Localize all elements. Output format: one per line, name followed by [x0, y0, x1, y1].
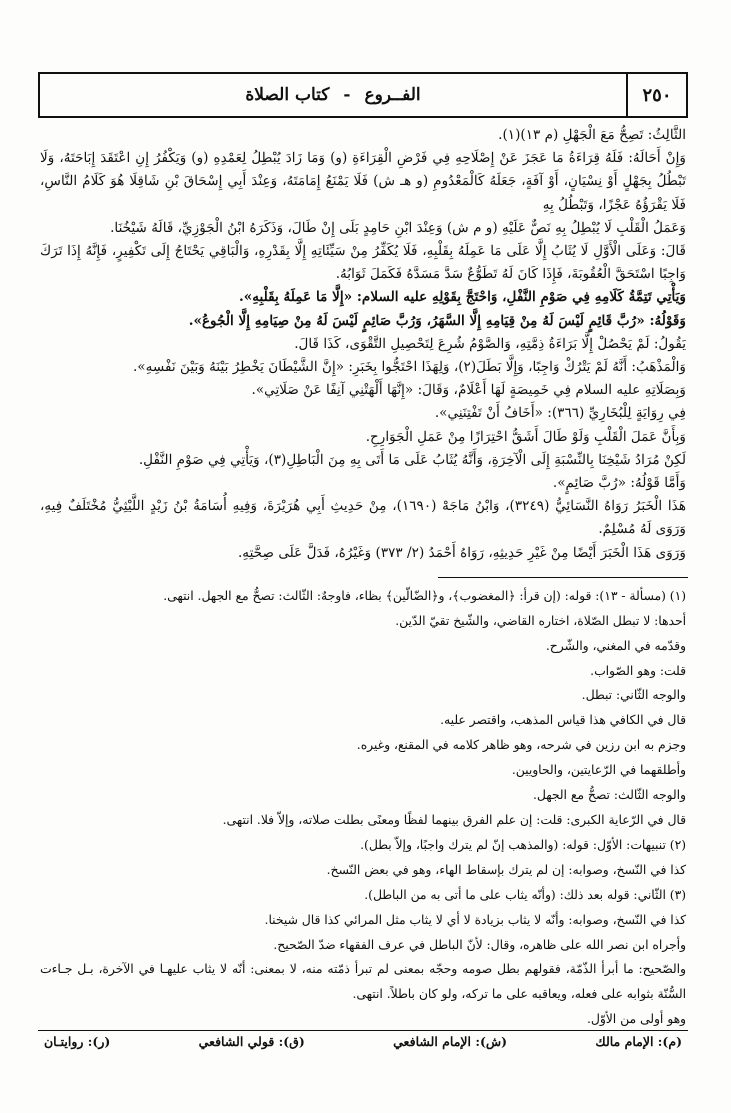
- paragraph: وَبِصَلَاتِهِ عليه السلام فِي خَمِيصَةٍ لَهَا أَعْلَامٌ، وَقَالَ: «إِنَّهَا أَلْهَتْنِي آنِفًا عَنْ صَلَاتِي».: [251, 382, 686, 399]
- footnote-line: قال في الكافي هذا قياس المذهب، واقتصر عليه.: [440, 713, 686, 728]
- footnote-divider: [438, 577, 688, 578]
- footnote-line: قال في الرّعاية الكبرى: قلت: إن علم الفرق بينهما لفظًا ومعنًى بطلت صلاته، وإلاّ فلا. انتهى.: [222, 813, 686, 828]
- page-number: ٢٥٠: [626, 74, 686, 116]
- paragraph: هَذَا الْخَبَرُ رَوَاهُ النَّسَائِيُّ (٣٢٤٩)، وَابْنُ مَاجَهْ (١٦٩٠)، مِنْ حَدِيثِ أَبِي هُرَيْرَةَ، وَفِيهِ أُسَامَةُ بْنُ زَيْدٍ اللَّيْثِيُّ مُخْتَلَفٌ فِيهِ، وَرَوَى لَهُ مُسْلِمٌ.: [40, 498, 686, 538]
- page-header: [38, 72, 688, 118]
- paragraph: وَعَمَلُ الْقَلْبِ لَا يُبْطِلُ بِهِ نَصٌّ عَلَيْهِ (و م ش) وَعِنْدَ ابْنِ حَامِدٍ بَلَى إِنْ طَالَ، وَذَكَرَهُ ابْنُ الْجَوْزِيِّ، قَالَهُ شَيْخُنَا.: [110, 219, 686, 236]
- paragraph: وَقَوْلُهُ: «رُبَّ قَائِمٍ لَيْسَ لَهُ مِنْ قِيَامِهِ إِلَّا السَّهَرُ، وَرُبَّ صَائِمٍ لَيْسَ لَهُ مِنْ صِيَامِهِ إِلَّا الْجُوعُ».: [188, 312, 686, 329]
- paragraph: وَرَوَى هَذَا الْخَبَرَ أَيْضًا مِنْ غَيْرِ حَدِيثِهِ، رَوَاهُ أَحْمَدُ (٢/ ٣٧٣) وَغَيْرُهُ، فَدَلَّ عَلَى صِحَّتِهِ.: [237, 544, 686, 561]
- footnote-line: كذا في النّسخ، وصوابه: إن لم يترك بإسقاط الهاء، وهو في بعض النّسخ.: [326, 862, 686, 877]
- footnote-line: والوجه الثّالث: تصحُّ مع الجهل.: [532, 788, 686, 803]
- footnote-line: وهو أولى من الأوّل.: [586, 1012, 686, 1027]
- abbr-shafii: (ش): الإمام الشافعي: [393, 1034, 508, 1049]
- running-title: [40, 74, 626, 116]
- section-title: الفــروع: [364, 85, 421, 105]
- paragraph: وَأَمَّا قَوْلُهُ: «رُبَّ صَائِمٍ».: [552, 475, 686, 492]
- paragraph: يَقُولُ: لَمْ يَحْصُلْ إِلَّا بَرَاءَةُ ذِمَّتِهِ، وَالصَّوْمُ شُرِعَ لِتَحْصِيلِ التَّقْوَى، كَذَا قَالَ.: [294, 335, 686, 352]
- paragraph: وَالْمَذْهَبُ: أَنَّهُ لَمْ يَتْرُكْ وَاجِبًا، وَإِلَّا بَطَلَ(٢)، وَلِهَذَا احْتَجُّوا بِخَبَرِ: «إِنَّ الشَّيْطَانَ يَخْطِرُ بَيْنَهُ وَبَيْنَ نَفْسِهِ».: [132, 359, 686, 376]
- abbr-malik: (م): الإمام مالك: [595, 1034, 682, 1049]
- book-title: كتاب الصلاة: [245, 85, 330, 105]
- footnote-line: (٣) الثّاني: قوله بعد ذلك: (وأنّه يثاب على ما أتى به من الباطل).: [364, 887, 686, 902]
- footnote-line: وأطلقهما في الرّعايتين، والحاويين.: [511, 763, 686, 778]
- paragraph: فِي رِوَايَةٍ لِلْبُخَارِيِّ (٣٦٦): «أَخَافُ أَنْ تَفْتِنَنِي».: [434, 405, 686, 422]
- footnote-line: وأجراه ابن نصر الله على ظاهره، وقال: لأنّ الباطل في عرف الفقهاء ضدّ الصّحيح.: [273, 937, 686, 952]
- footnote-line: والصّحيح: ما أبرأ الذّمّة، فقولهم بطل صومه وحجّه بمعنى لم تبرأ ذمّته منه، لا بمعنى: أنّه لا يثاب عليهـا في الآخرة، بـل جـاءت السُّنّة بثوابه على فعله، ويعاقبه على ما تركه، ولو كان باطلاً. انتهى.: [40, 962, 686, 1002]
- paragraph: الثَّالِثُ: تَصِحُّ مَعَ الْجَهْلِ (م ١٣)(١).: [498, 127, 686, 143]
- paragraph: وَيَأْتِي تَتِمَّةُ كَلَامِهِ فِي صَوْمِ النَّفْلِ، وَاحْتَجَّ بِقَوْلِهِ عليه السلام: «إِلَّا مَا عَمِلَهُ بِقَلْبِهِ».: [238, 289, 686, 306]
- abbr-shafii-two-views: (ق): قولي الشافعي: [198, 1034, 305, 1049]
- abbr-two-narrations: (ر): روايتـان: [44, 1034, 111, 1049]
- abbreviation-key: [38, 1034, 688, 1049]
- footnote-line: وجزم به ابن رزين في شرحه، وهو ظاهر كلامه في المقنع، وغيره.: [356, 738, 686, 753]
- footnote-line: وقدّمه في المغني، والشّرح.: [545, 638, 686, 653]
- footnote-line: قلت: وهو الصّواب.: [590, 663, 686, 678]
- paragraph: لَكِنْ مُرَادُ شَيْخِنَا بِالنِّسْبَةِ إِلَى الْآخِرَةِ، وَأَنَّهُ يُثَابُ عَلَى مَا أَتَى بِهِ مِنَ الْبَاطِلِ(٣)، وَيَأْتِي فِي صَوْمِ النَّفْلِ.: [138, 451, 686, 468]
- book-page: [38, 72, 688, 1092]
- footnote-line: أحدها: لا تبطل الصّلاة، اختاره القاضي، والشّيخ تقيّ الدّين.: [395, 613, 686, 628]
- footer-divider: [38, 1030, 688, 1031]
- paragraph: وَإِنْ أَحَالَهُ: فَلَهُ قِرَاءَةُ مَا عَجَزَ عَنْ إِصْلَاحِهِ فِي فَرْضِ الْقِرَاءَةِ (و) وَمَا زَادَ يُبْطِلُ لِعَمْدِهِ (و) وَيَكْفُرُ إِنِ اعْتَقَدَ إِبَاحَتَهُ، وَلَا تَبْطُلُ بِجَهْلٍ أَوْ نِسْيَانٍ، أَوْ آفَةٍ، جَعَلَهُ كَالْمَعْدُومِ (و هـ ش) فَلَا يَمْنَعُ إِمَامَتَهُ، وَعِنْدَ أَبِي إِسْحَاقَ بْنِ شَاقِلَا هُوَ كَلَامُ النَّاسِ، فَلَا يَقْرَؤُهُ عَجْزًا، وَتَبْطُلُ بِهِ: [40, 150, 686, 213]
- footnote-line: (٢) تنبيهات: الأوّل: قوله: (والمذهب إنّ لم يترك واجبًا، وإلاّ بطل).: [360, 837, 686, 852]
- main-text: [38, 124, 688, 565]
- paragraph: قَالَ: وَعَلَى الْأَوَّلِ لَا يُثَابُ إِلَّا عَلَى مَا عَمِلَهُ بِقَلْبِهِ، فَلَا يُكَفِّرُ مِنْ سَيِّئَاتِهِ إِلَّا بِقَدْرِهِ، وَالْبَاقِي يَحْتَاجُ إِلَى تَكْفِيرٍ، فَإِنَّهُ إِذَا تَرَكَ وَاجِبًا اسْتَحَقَّ الْعُقُوبَةَ، فَإِذَا كَانَ لَهُ تَطَوُّعٌ سَدَّ مَسَدَّهُ فَكَمَلَ ثَوَابُهُ.: [40, 243, 686, 283]
- paragraph: وَبِأَنَّ عَمَلَ الْقَلْبِ وَلَوْ طَالَ أَشَقُّ احْتِرَازًا مِنْ عَمَلِ الْجَوَارِحِ.: [365, 428, 686, 445]
- title-separator: -: [343, 85, 351, 105]
- footnotes: [38, 584, 688, 1032]
- footnote-line: كذا في النّسخ، وصوابه: وأنّه لا يثاب بزيادة لا أي لا يثاب مثل المرائي كذا قال شيخنا.: [264, 912, 686, 927]
- footnote-line: (١) (مسألة - ١٣): قوله: (إن قرأ: ﴿المغضوب﴾، و﴿الضّالّين﴾ بظاء، فاوجهٌ: الثّالث: تصحُّ مع الجهل. انتهى.: [163, 588, 686, 603]
- footnote-line: والوجه الثّاني: تبطل.: [581, 688, 686, 703]
